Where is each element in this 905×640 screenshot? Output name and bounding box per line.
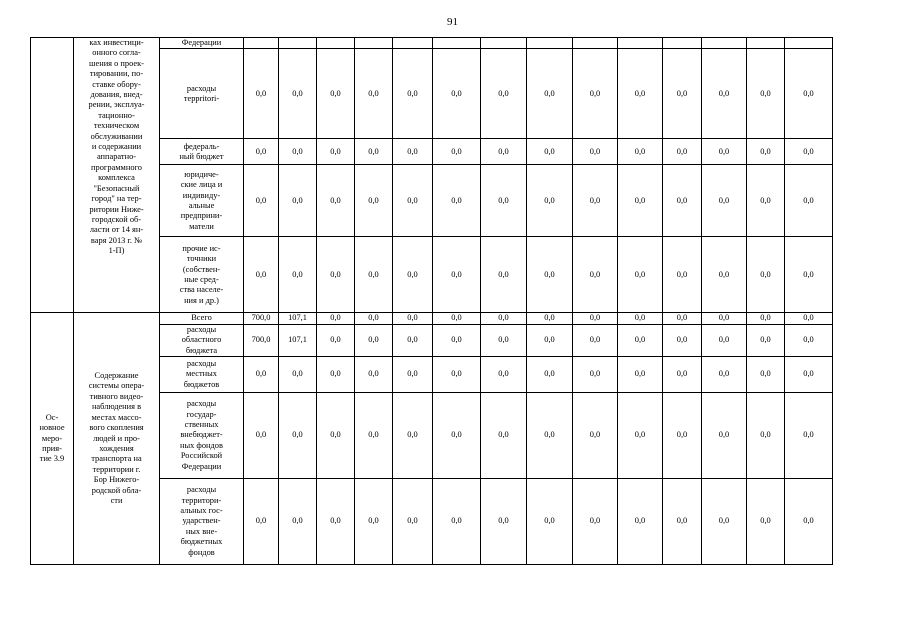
value-cell: 0,0 [317,139,355,165]
value-cell: 0,0 [702,393,747,479]
funding-source-cell: расходы местных бюджетов [160,357,244,393]
funding-source-cell: расходы территори- альных гос- ударствен- ных вне- бюджетных фондов [160,479,244,565]
value-cell: 0,0 [279,357,317,393]
value-cell: 0,0 [573,49,618,139]
value-cell: 0,0 [527,393,573,479]
table-row [31,38,833,49]
value-cell [433,38,481,49]
value-cell: 0,0 [355,357,393,393]
value-cell: 0,0 [393,237,433,313]
value-cell [785,38,833,49]
value-cell [702,38,747,49]
value-cell: 0,0 [481,393,527,479]
value-cell: 0,0 [355,139,393,165]
value-cell: 0,0 [573,357,618,393]
value-cell: 0,0 [481,313,527,324]
value-cell: 0,0 [747,49,785,139]
value-cell: 0,0 [785,479,833,565]
value-cell: 0,0 [433,324,481,356]
value-cell [573,38,618,49]
value-cell: 0,0 [481,237,527,313]
program-financing-table [30,37,833,565]
value-cell: 0,0 [355,49,393,139]
value-cell: 0,0 [433,357,481,393]
value-cell: 0,0 [317,165,355,237]
value-cell: 107,1 [279,324,317,356]
funding-source-cell: прочие ис- точники (собствен- ные сред- ства населе- ния и др.) [160,237,244,313]
value-cell: 0,0 [527,165,573,237]
value-cell: 0,0 [481,357,527,393]
value-cell: 0,0 [527,49,573,139]
value-cell: 0,0 [393,324,433,356]
value-cell: 0,0 [527,237,573,313]
value-cell: 0,0 [702,165,747,237]
value-cell: 0,0 [317,49,355,139]
value-cell: 0,0 [573,139,618,165]
value-cell: 0,0 [244,393,279,479]
value-cell: 0,0 [527,139,573,165]
value-cell: 0,0 [663,49,702,139]
table-row [31,313,833,324]
value-cell: 0,0 [355,237,393,313]
value-cell: 0,0 [433,237,481,313]
value-cell: 0,0 [317,357,355,393]
value-cell: 0,0 [393,49,433,139]
measure-cell [31,38,74,313]
value-cell: 0,0 [573,479,618,565]
value-cell: 0,0 [618,313,663,324]
value-cell: 0,0 [663,237,702,313]
value-cell: 0,0 [663,324,702,356]
value-cell: 0,0 [663,357,702,393]
value-cell: 0,0 [355,165,393,237]
value-cell: 0,0 [747,393,785,479]
value-cell: 0,0 [279,479,317,565]
value-cell: 0,0 [573,237,618,313]
value-cell: 0,0 [244,165,279,237]
value-cell: 0,0 [393,393,433,479]
value-cell: 0,0 [393,357,433,393]
funding-source-cell: Федерации [160,38,244,49]
value-cell: 0,0 [393,479,433,565]
value-cell: 0,0 [279,165,317,237]
value-cell: 0,0 [355,479,393,565]
value-cell: 0,0 [663,479,702,565]
value-cell [663,38,702,49]
value-cell: 0,0 [481,49,527,139]
value-cell: 700,0 [244,313,279,324]
value-cell: 0,0 [433,139,481,165]
value-cell: 0,0 [433,49,481,139]
value-cell: 0,0 [618,357,663,393]
value-cell: 0,0 [702,139,747,165]
value-cell: 0,0 [785,139,833,165]
value-cell [279,38,317,49]
value-cell: 0,0 [393,165,433,237]
value-cell: 0,0 [785,237,833,313]
value-cell: 0,0 [244,49,279,139]
value-cell: 0,0 [279,139,317,165]
value-cell: 0,0 [702,313,747,324]
measure-description-cell: ках инвестици- онного согла- шения о проек- тировании, по- ставке обору- дования, внед- рении, эксплуа- тационно- техническом обслуживании и содержании аппаратно- программного комплекса "Безопасный город" на тер- ритории Ниже- городской об- ласти от 14 ян- варя 2013 г. № 1-П) [74,38,160,313]
funding-source-cell: юридиче- ские лица и индивиду- альные предприни- матели [160,165,244,237]
value-cell: 0,0 [785,324,833,356]
value-cell: 0,0 [433,479,481,565]
funding-source-cell: федераль- ный бюджет [160,139,244,165]
value-cell: 0,0 [785,393,833,479]
value-cell: 0,0 [747,357,785,393]
value-cell: 0,0 [663,139,702,165]
value-cell: 0,0 [663,165,702,237]
value-cell: 0,0 [355,393,393,479]
value-cell: 700,0 [244,324,279,356]
value-cell: 0,0 [663,313,702,324]
value-cell: 0,0 [618,393,663,479]
value-cell: 0,0 [747,237,785,313]
value-cell: 0,0 [244,237,279,313]
page-number: 91 [447,16,458,28]
value-cell [481,38,527,49]
value-cell [355,38,393,49]
value-cell: 0,0 [785,165,833,237]
value-cell: 0,0 [433,313,481,324]
value-cell: 0,0 [317,324,355,356]
value-cell: 0,0 [618,165,663,237]
value-cell: 0,0 [481,324,527,356]
value-cell: 0,0 [481,165,527,237]
value-cell [747,38,785,49]
value-cell: 0,0 [747,165,785,237]
funding-source-cell: расходы террritori- [160,49,244,139]
value-cell: 0,0 [279,393,317,479]
value-cell: 0,0 [747,313,785,324]
value-cell: 0,0 [702,324,747,356]
value-cell: 0,0 [747,139,785,165]
value-cell: 0,0 [747,479,785,565]
value-cell: 0,0 [747,324,785,356]
measure-description-cell: Содержание системы опера- тивного видео- наблюдения в местах массо- вого скопления людей и про- хождения транспорта на территории г. Бор Нижего- родской обла- сти [74,313,160,565]
funding-source-cell: расходы областного бюджета [160,324,244,356]
value-cell [527,38,573,49]
value-cell [317,38,355,49]
measure-cell: Ос- новное меро- прия- тие 3.9 [31,313,74,565]
value-cell: 0,0 [618,479,663,565]
value-cell: 0,0 [317,479,355,565]
value-cell [244,38,279,49]
value-cell: 0,0 [702,357,747,393]
value-cell: 0,0 [618,139,663,165]
value-cell: 0,0 [527,357,573,393]
value-cell: 0,0 [618,49,663,139]
value-cell: 0,0 [527,479,573,565]
funding-source-cell: Всего [160,313,244,324]
value-cell: 0,0 [355,313,393,324]
value-cell: 0,0 [279,237,317,313]
funding-source-cell: расходы государ- ственных внебюджет- ных фондов Российской Федерации [160,393,244,479]
value-cell: 0,0 [317,237,355,313]
value-cell: 0,0 [527,313,573,324]
value-cell: 0,0 [393,313,433,324]
value-cell: 0,0 [393,139,433,165]
value-cell: 0,0 [481,139,527,165]
value-cell: 0,0 [702,479,747,565]
value-cell: 0,0 [244,357,279,393]
value-cell: 0,0 [785,49,833,139]
value-cell [393,38,433,49]
value-cell: 107,1 [279,313,317,324]
value-cell: 0,0 [573,313,618,324]
value-cell: 0,0 [527,324,573,356]
value-cell: 0,0 [663,393,702,479]
value-cell: 0,0 [433,393,481,479]
value-cell: 0,0 [702,49,747,139]
value-cell: 0,0 [618,237,663,313]
value-cell: 0,0 [279,49,317,139]
value-cell: 0,0 [573,165,618,237]
value-cell: 0,0 [481,479,527,565]
value-cell: 0,0 [785,357,833,393]
value-cell: 0,0 [785,313,833,324]
value-cell: 0,0 [573,324,618,356]
value-cell: 0,0 [244,139,279,165]
value-cell: 0,0 [355,324,393,356]
value-cell: 0,0 [702,237,747,313]
value-cell: 0,0 [317,313,355,324]
value-cell: 0,0 [317,393,355,479]
value-cell: 0,0 [618,324,663,356]
value-cell [618,38,663,49]
value-cell: 0,0 [244,479,279,565]
value-cell: 0,0 [573,393,618,479]
value-cell: 0,0 [433,165,481,237]
